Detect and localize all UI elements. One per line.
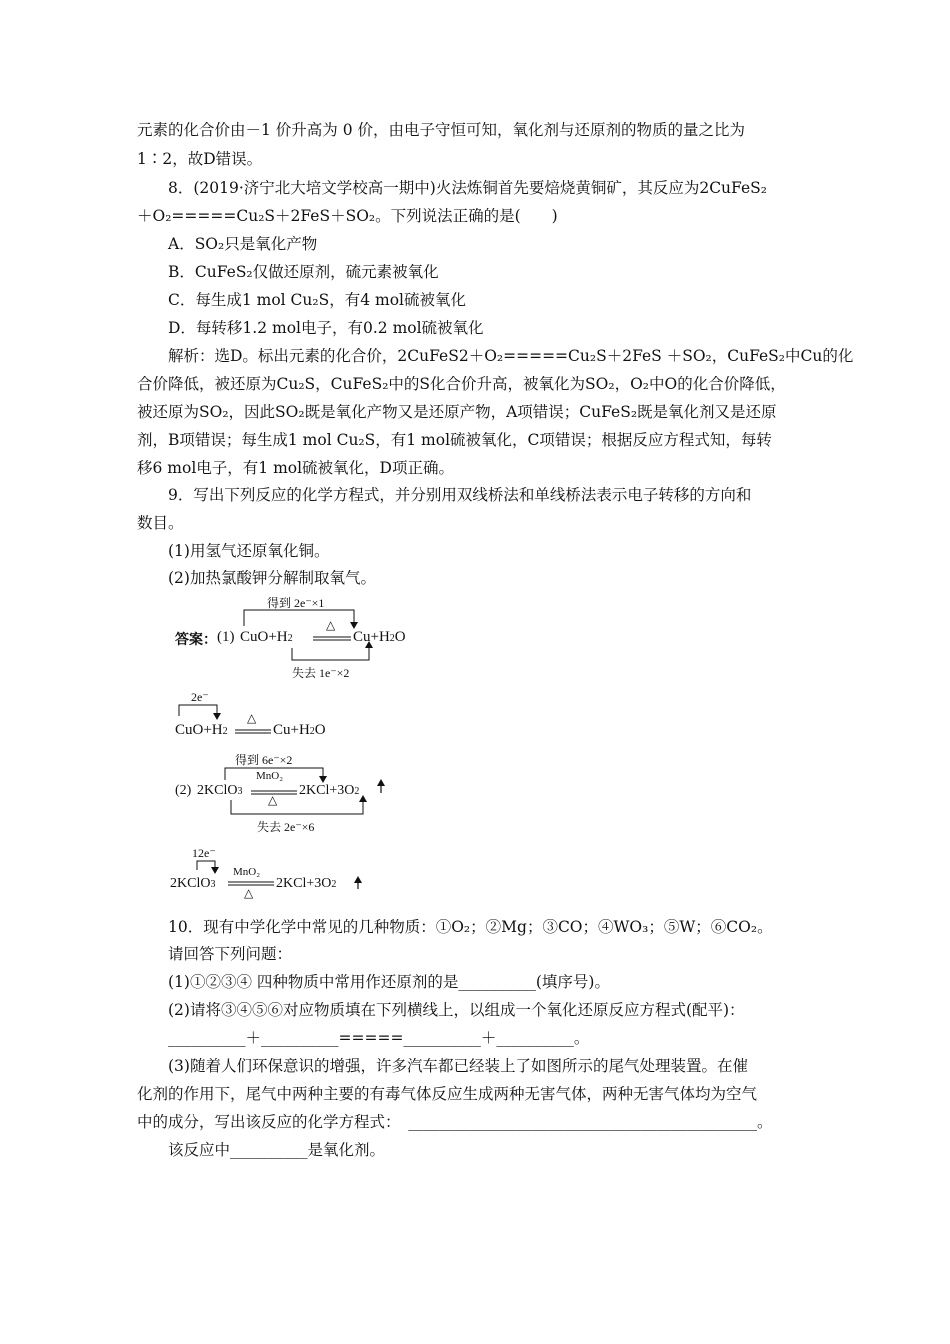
question-9-part-2: (2)加热氯酸钾分解制取氧气。 [168,569,376,587]
part-label: (2) [175,783,192,798]
question-10-prompt: 请回答下列问题： [168,945,293,963]
explanation-line: 解析：选D。标出元素的化合价，2CuFeS2＋O₂=====Cu₂S＋2FeS ＋SO₂，CuFeS₂中Cu的化 [168,347,854,365]
question-10-part-3: (3)随着人们环保意识的增强，许多汽车都已经装上了如图所示的尾气处理装置。在催 [168,1057,748,1075]
explanation-line: 被还原为SO₂，因此SO₂既是氧化产物又是还原产物，A项错误；CuFeS₂既是氧化剂又是还原 [137,403,777,421]
heat-symbol: △ [244,886,254,900]
option-c: C．每生成1 mol Cu₂S，有4 mol硫被氧化 [168,291,467,309]
equation-figure-1-double-bridge [175,592,435,684]
question-10-part-3: 中的成分，写出该反应的化学方程式： _____________________________________________。 [137,1113,773,1131]
catalyst-label: MnO₂ [233,866,261,878]
electron-count-label: 12e⁻ [192,846,216,860]
question-8-stem: 8．(2019·济宁北大培文学校高一期中)火法炼铜首先要焙烧黄铜矿，其反应为2CuFeS₂ [168,179,767,197]
catalyst-label: MnO₂ [256,770,284,782]
heat-symbol: △ [247,711,257,725]
text-line: 1∶2，故D错误。 [137,150,263,168]
answer-label: 答案： [175,633,217,648]
equation-text: 2KCl+3O2 [276,876,337,891]
question-9-stem: 9．写出下列反应的化学方程式，并分别用双线桥法和单线桥法表示电子转移的方向和 [168,486,752,504]
option-d: D．每转移1.2 mol电子，有0.2 mol硫被氧化 [168,319,484,337]
question-10-part-3: 化剂的作用下，尾气中两种主要的有毒气体反应生成两种无害气体，两种无害气体均为空气 [137,1085,758,1103]
question-10-stem: 10．现有中学化学中常见的几种物质：①O₂；②Mg；③CO；④WO₃；⑤W；⑥CO₂。 [168,918,773,936]
part-label: (1) [217,629,235,645]
equation-text: 2KCl+3O2 [299,783,360,798]
question-10-oxidant: 该反应中__________是氧化剂。 [168,1141,386,1159]
equation-text: 2KClO3 [197,783,243,798]
explanation-line: 剂，B项错误；每生成1 mol Cu₂S，有1 mol硫被氧化，C项错误；根据反应方程式知，每转 [137,431,772,449]
option-b: B．CuFeS₂仅做还原剂，硫元素被氧化 [168,263,439,281]
heat-symbol: △ [326,618,336,632]
explanation-line: 移6 mol电子，有1 mol硫被氧化，D项正确。 [137,459,454,477]
equation-figure-2-double-bridge [175,748,405,836]
gain-electrons-label: 得到 2e⁻×1 [267,596,325,610]
equation-text: 2KClO3 [170,876,216,891]
heat-symbol: △ [268,793,278,807]
equation-text: Cu+H2O [353,629,406,645]
equation-figure-2-single-bridge [170,844,370,898]
gain-electrons-label: 得到 6e⁻×2 [235,753,293,767]
question-10-part-2: (2)请将③④⑤⑥对应物质填在下列横线上，以组成一个氧化还原反应方程式(配平)： [168,1001,745,1019]
option-a: A．SO₂只是氧化产物 [168,235,318,253]
question-9-part-1: (1)用氢气还原氧化铜。 [168,542,330,560]
explanation-line: 合价降低，被还原为Cu₂S，CuFeS₂中的S化合价升高，被氧化为SO₂，O₂中O的化合价降低， [137,375,786,393]
equation-text: CuO+H2 [175,722,228,738]
equation-text: CuO+H2 [240,629,293,645]
lose-electrons-label: 失去 1e⁻×2 [292,666,350,680]
question-9-stem: 数目。 [137,514,184,532]
electron-count-label: 2e⁻ [191,690,209,704]
equation-figure-1-single-bridge [175,690,345,742]
question-8-equation: ＋O₂=====Cu₂S＋2FeS＋SO₂。下列说法正确的是( ) [137,207,558,225]
question-10-part-1: (1)①②③④ 四种物质中常用作还原剂的是__________(填序号)。 [168,973,610,991]
text-line: 元素的化合价由－1 价升高为 0 价，由电子守恒可知，氧化剂与还原剂的物质的量之比为 [137,121,746,139]
lose-electrons-label: 失去 2e⁻×6 [257,820,315,834]
question-10-blanks: __________＋__________=====__________＋__________。 [168,1029,590,1047]
equation-text: Cu+H2O [273,722,326,738]
